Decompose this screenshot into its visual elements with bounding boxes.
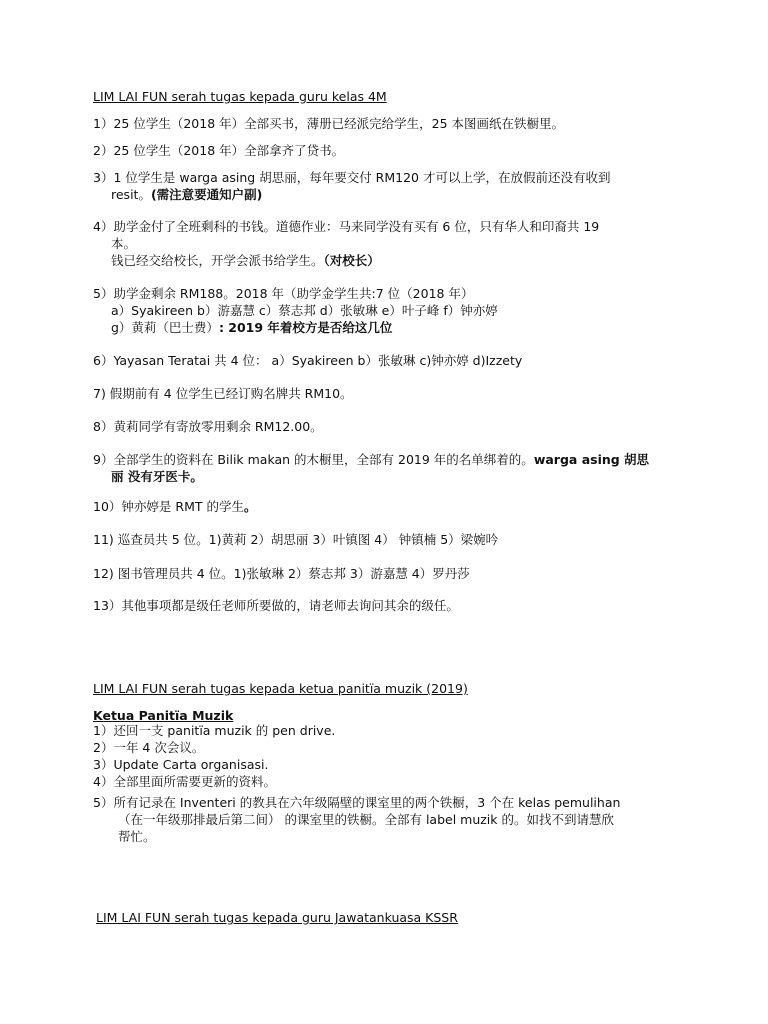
list-item-10-mark: 。 — [243, 499, 257, 514]
list-item-3-line-1: 3）1 位学生是 warga asing 胡思丽，每年要交付 RM120 才可以上学，在放假前还没有收到 — [93, 170, 611, 185]
list-item-3-line-2 — [111, 187, 262, 203]
list-item-9-text: 9）全部学生的资料在 Bilik makan 的木橱里，全部有 2019 年的名单绑着的。 — [93, 452, 534, 467]
list-item-5-text: g）黄莉（巴士费） — [111, 320, 219, 335]
list-item-5-line-2: a）Syakireen b）游嘉慧 c）蔡志邦 d）张敏琳 e）叶子峰 f）钟亦婷 — [111, 303, 498, 318]
muzik-item-5-line-2: （在一年级那排最后第二间） 的课室里的铁橱。全部有 label muzik 的。如找不到请慧欣 — [118, 812, 614, 827]
muzik-item-5-line-3: 帮忙。 — [118, 829, 156, 844]
list-item-9-line-1 — [93, 452, 649, 468]
list-item-11: 11) 巡查员共 5 位。1)黄莉 2）胡思丽 3）叶镇图 4） 钟镇楠 5）梁婉吟 — [93, 532, 499, 547]
muzik-item-5-line-1: 5）所有记录在 Inventeri 的教具在六年级隔壁的课室里的两个铁橱，3 个在 kelas pemulihan — [93, 795, 621, 810]
list-item-5-line-1: 5）助学金剩余 RM188。2018 年（助学金学生共:7 位（2018 年） — [93, 286, 474, 301]
section-heading-kssr: LIM LAI FUN serah tugas kepada guru Jawatankuasa KSSR — [96, 910, 458, 925]
section-heading-kelas-4m: LIM LAI FUN serah tugas kepada guru kelas 4M — [93, 89, 387, 104]
list-item-9-note: warga asing 胡思 — [533, 452, 650, 467]
list-item-6: 6）Yayasan Teratai 共 4 位： a）Syakireen b）张敏琳 c)钟亦婷 d)Izzety — [93, 353, 523, 368]
list-item-4-line-2: 本。 — [111, 236, 137, 251]
list-item-3-note: (需注意要通知户副) — [150, 187, 263, 202]
list-item-10-text: 10）钟亦婷是 RMT 的学生 — [93, 499, 244, 514]
muzik-item-2: 2）一年 4 次会议。 — [93, 740, 205, 755]
list-item-4-line-1: 4）助学金付了全班剩科的书钱。道德作业：马来同学没有买有 6 位，只有华人和印裔共 19 — [93, 219, 600, 234]
muzik-item-1: 1）还回一支 panitïa muzik 的 pen drive. — [93, 723, 336, 738]
list-item-4-text: 钱已经交给校长，开学会派书给学生。 — [111, 253, 324, 268]
subheading-ketua-panitia: Ketua Panitïa Muzik — [93, 708, 234, 723]
list-item-4-line-3 — [111, 253, 380, 269]
muzik-item-3: 3）Update Carta organisasi. — [93, 757, 269, 772]
list-item-5-line-3 — [111, 320, 392, 336]
list-item-10 — [93, 499, 256, 515]
list-item-3-text: resit。 — [111, 187, 151, 202]
list-item-1: 1）25 位学生（2018 年）全部买书，薄册已经派完给学生，25 本图画纸在铁橱里。 — [93, 116, 564, 131]
list-item-4-note: （对校长） — [323, 253, 380, 268]
list-item-8: 8）黄莉同学有寄放零用剩余 RM12.00。 — [93, 419, 323, 434]
muzik-item-4: 4）全部里面所需要更新的资料。 — [93, 774, 276, 789]
list-item-2: 2）25 位学生（2018 年）全部拿齐了贷书。 — [93, 143, 345, 158]
list-item-9-line-2: 丽 没有牙医卡。 — [111, 469, 203, 484]
list-item-5-note: : 2019 年着校方是否给这几位 — [218, 320, 393, 335]
list-item-13: 13）其他事项都是级任老师所要做的，请老师去询问其余的级任。 — [93, 598, 459, 613]
list-item-7: 7) 假期前有 4 位学生已经订购名牌共 RM10。 — [93, 386, 353, 401]
section-heading-panitia-muzik: LIM LAI FUN serah tugas kepada ketua panitïa muzik (2019) — [93, 681, 468, 696]
list-item-12: 12) 图书管理员共 4 位。1)张敏琳 2）蔡志邦 3）游嘉慧 4）罗丹莎 — [93, 566, 470, 581]
